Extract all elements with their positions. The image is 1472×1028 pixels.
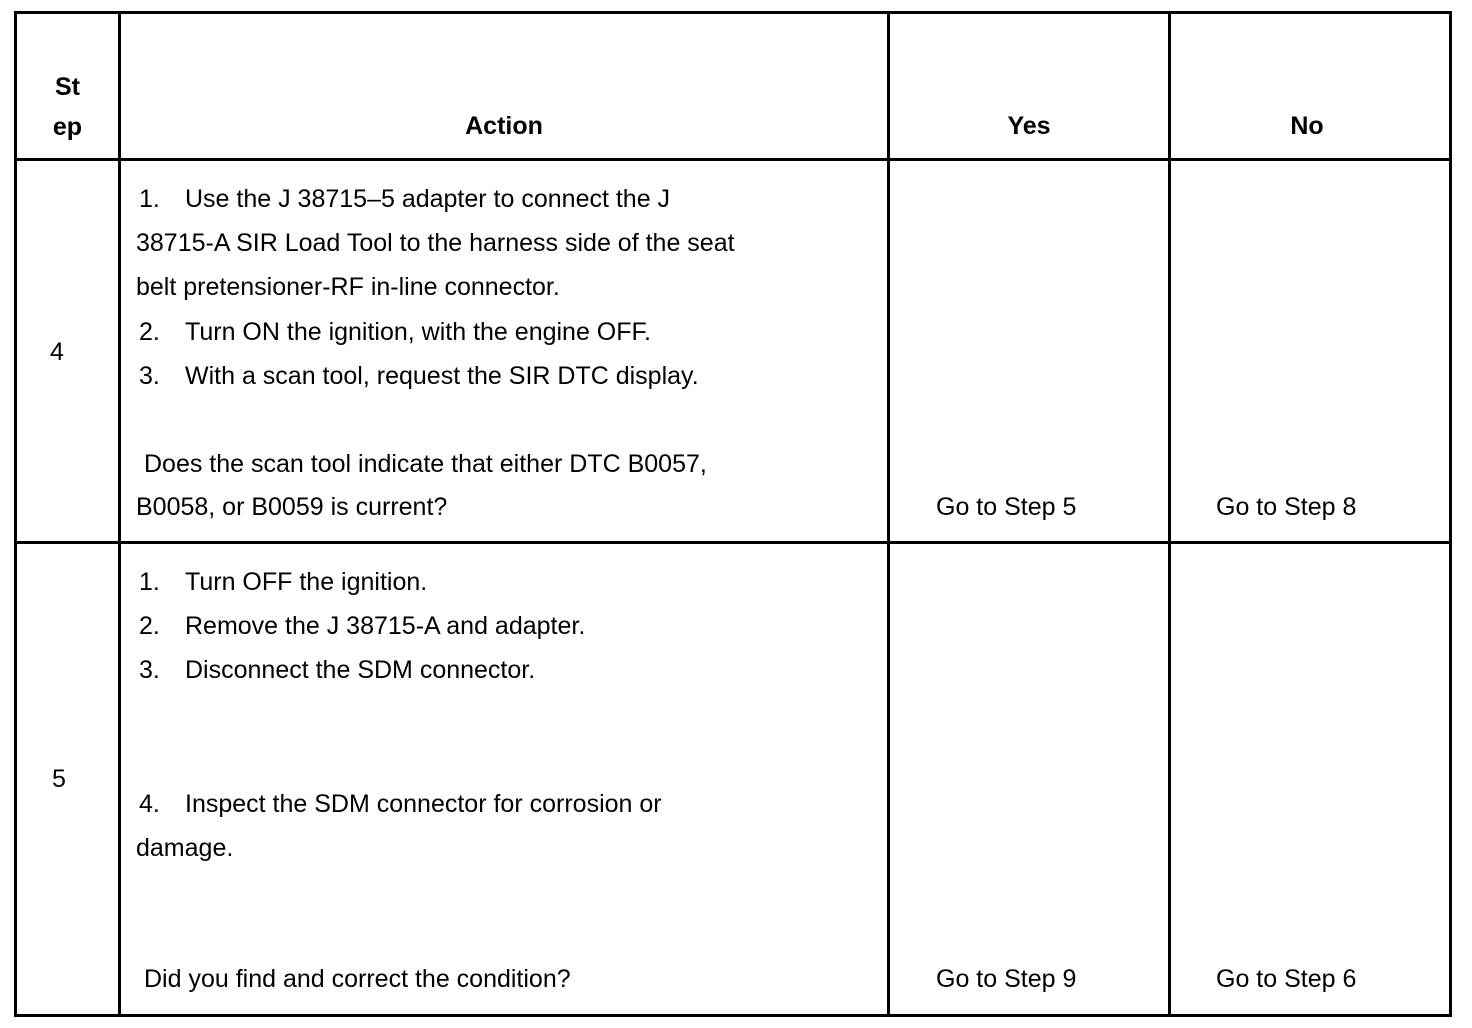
column-divider [1168,14,1171,1014]
no-result: Go to Step 6 [1216,965,1357,993]
question-text: Does the scan tool indicate that either DTC B0057, [144,450,707,478]
action-text: Disconnect the SDM connector. [185,656,536,684]
list-number: 2. [139,612,160,640]
action-line [139,177,670,221]
row-divider [17,541,1449,544]
header-step-line2: ep [52,113,83,141]
column-divider [118,14,121,1014]
action-text: Use the J 38715–5 adapter to connect the J [185,185,671,213]
action-line [139,560,427,604]
column-divider [887,14,890,1014]
list-number: 3. [139,656,160,684]
question-text: B0058, or B0059 is current? [136,493,448,521]
action-text: Remove the J 38715-A and adapter. [185,612,586,640]
no-result: Go to Step 8 [1216,493,1357,521]
action-line [139,648,535,692]
action-text: Inspect the SDM connector for corrosion or [185,790,662,818]
step-number: 4 [50,338,64,366]
header-action: Action [465,112,543,140]
list-number: 2. [139,318,160,346]
action-line: damage. [136,834,234,862]
action-line [139,604,585,648]
header-step-line1: St [55,73,80,101]
action-text: With a scan tool, request the SIR DTC display. [185,362,699,390]
header-no: No [1290,112,1324,140]
action-line [139,782,662,826]
action-line [139,310,651,354]
list-number: 3. [139,362,160,390]
action-text: Turn ON the ignition, with the engine OFF. [185,318,651,346]
action-line: belt pretensioner-RF in-line connector. [136,273,560,301]
header-yes: Yes [1007,112,1051,140]
action-text: Turn OFF the ignition. [185,568,428,596]
list-number: 4. [139,790,160,818]
header-step [17,67,118,147]
question-text: Did you find and correct the condition? [144,965,571,993]
yes-result: Go to Step 5 [936,493,1077,521]
step-number: 5 [52,765,66,793]
action-line [139,354,699,398]
list-number: 1. [139,568,160,596]
procedure-table [14,11,1452,1017]
yes-result: Go to Step 9 [936,965,1077,993]
row-divider [17,158,1449,161]
action-line: 38715-A SIR Load Tool to the harness side of the seat [136,229,735,257]
list-number: 1. [139,185,160,213]
